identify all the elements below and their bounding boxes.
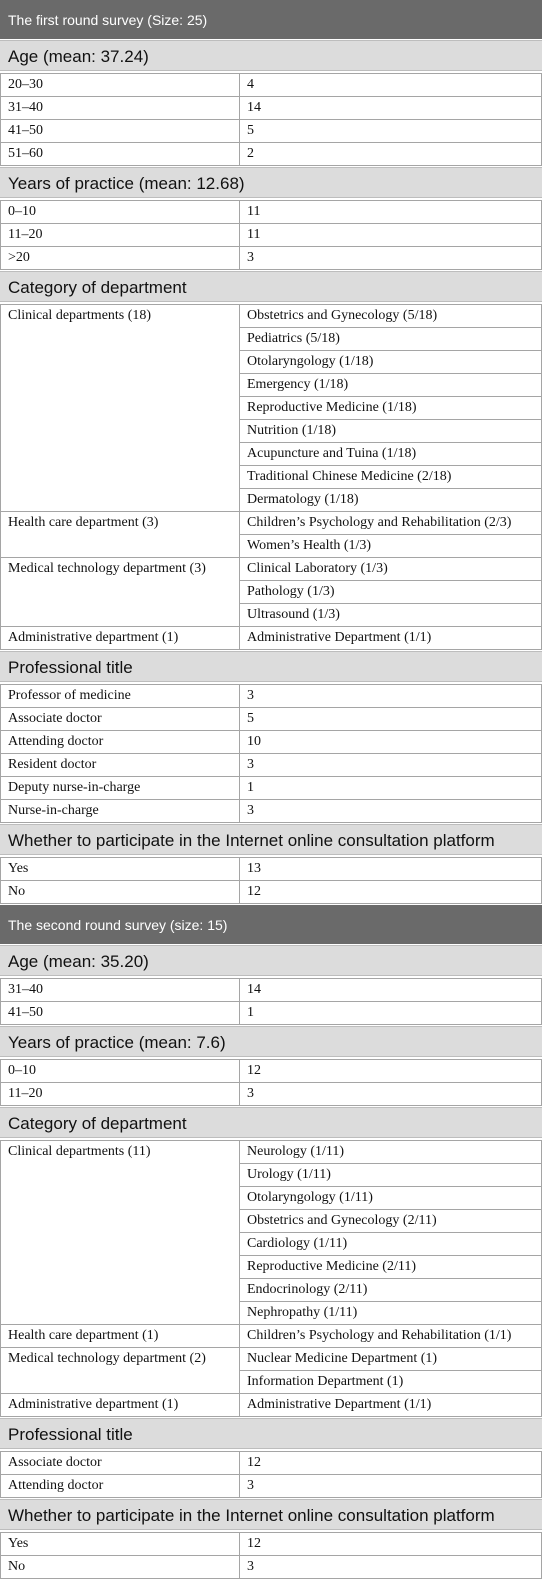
row-value: 5: [239, 707, 542, 731]
group-item: Urology (1/11): [239, 1163, 542, 1187]
row-label: >20: [0, 246, 240, 270]
section-header: Whether to participate in the Internet online consultation platform: [0, 824, 542, 855]
section-header: Years of practice (mean: 7.6): [0, 1026, 542, 1057]
row-label: Associate doctor: [0, 707, 240, 731]
group-item: Clinical Laboratory (1/3): [239, 557, 542, 581]
row-label: 31–40: [0, 96, 240, 120]
group-item: Obstetrics and Gynecology (5/18): [239, 304, 542, 328]
group-item: Pathology (1/3): [239, 580, 542, 604]
group-item: Traditional Chinese Medicine (2/18): [239, 465, 542, 489]
group-item: Reproductive Medicine (1/18): [239, 396, 542, 420]
row-value: 5: [239, 119, 542, 143]
row-label: 20–30: [0, 73, 240, 97]
group-item: Nutrition (1/18): [239, 419, 542, 443]
row-value: 14: [239, 96, 542, 120]
row-label: No: [0, 1555, 240, 1579]
group-item: Obstetrics and Gynecology (2/11): [239, 1209, 542, 1233]
row-value: 11: [239, 200, 542, 224]
row-value: 3: [239, 1082, 542, 1106]
round-header: The second round survey (size: 15): [0, 905, 542, 945]
group-item: Otolaryngology (1/11): [239, 1186, 542, 1210]
section-header: Age (mean: 37.24): [0, 40, 542, 71]
row-value: 12: [239, 1451, 542, 1475]
row-value: 12: [239, 1532, 542, 1556]
row-value: 4: [239, 73, 542, 97]
group-item: Nephropathy (1/11): [239, 1301, 542, 1325]
row-value: 14: [239, 978, 542, 1002]
group-item: Acupuncture and Tuina (1/18): [239, 442, 542, 466]
row-label: 11–20: [0, 223, 240, 247]
group-label: Administrative department (1): [0, 626, 240, 650]
section-header: Category of department: [0, 271, 542, 302]
group-label: Medical technology department (2): [0, 1347, 240, 1394]
row-value: 3: [239, 799, 542, 823]
row-value: 12: [239, 1059, 542, 1083]
section-header: Professional title: [0, 651, 542, 682]
group-label: Administrative department (1): [0, 1393, 240, 1417]
row-label: Nurse-in-charge: [0, 799, 240, 823]
row-label: 0–10: [0, 1059, 240, 1083]
group-item: Cardiology (1/11): [239, 1232, 542, 1256]
row-label: Yes: [0, 1532, 240, 1556]
row-label: Associate doctor: [0, 1451, 240, 1475]
group-label: Clinical departments (11): [0, 1140, 240, 1325]
group-item: Ultrasound (1/3): [239, 603, 542, 627]
row-value: 3: [239, 753, 542, 777]
row-value: 1: [239, 1001, 542, 1025]
group-item: Otolaryngology (1/18): [239, 350, 542, 374]
group-item: Pediatrics (5/18): [239, 327, 542, 351]
section-header: Years of practice (mean: 12.68): [0, 167, 542, 198]
row-label: Resident doctor: [0, 753, 240, 777]
row-label: Professor of medicine: [0, 684, 240, 708]
group-item: Administrative Department (1/1): [239, 626, 542, 650]
group-label: Health care department (3): [0, 511, 240, 558]
group-item: Children’s Psychology and Rehabilitation (1/1): [239, 1324, 542, 1348]
row-value: 3: [239, 684, 542, 708]
group-item: Reproductive Medicine (2/11): [239, 1255, 542, 1279]
section-header: Category of department: [0, 1107, 542, 1138]
row-value: 3: [239, 1555, 542, 1579]
group-item: Information Department (1): [239, 1370, 542, 1394]
row-value: 12: [239, 880, 542, 904]
group-label: Medical technology department (3): [0, 557, 240, 627]
row-label: 41–50: [0, 1001, 240, 1025]
group-item: Emergency (1/18): [239, 373, 542, 397]
group-item: Children’s Psychology and Rehabilitation (2/3): [239, 511, 542, 535]
row-label: Attending doctor: [0, 730, 240, 754]
row-label: 31–40: [0, 978, 240, 1002]
group-item: Neurology (1/11): [239, 1140, 542, 1164]
row-label: No: [0, 880, 240, 904]
row-value: 3: [239, 246, 542, 270]
round-header: The first round survey (Size: 25): [0, 0, 542, 40]
section-header: Age (mean: 35.20): [0, 945, 542, 976]
row-value: 1: [239, 776, 542, 800]
group-item: Nuclear Medicine Department (1): [239, 1347, 542, 1371]
row-label: Deputy nurse-in-charge: [0, 776, 240, 800]
group-item: Women’s Health (1/3): [239, 534, 542, 558]
row-label: 41–50: [0, 119, 240, 143]
row-value: 13: [239, 857, 542, 881]
group-label: Clinical departments (18): [0, 304, 240, 512]
row-label: 0–10: [0, 200, 240, 224]
row-value: 11: [239, 223, 542, 247]
row-value: 10: [239, 730, 542, 754]
section-header: Whether to participate in the Internet online consultation platform: [0, 1499, 542, 1530]
group-label: Health care department (1): [0, 1324, 240, 1348]
row-value: 3: [239, 1474, 542, 1498]
group-item: Administrative Department (1/1): [239, 1393, 542, 1417]
group-item: Dermatology (1/18): [239, 488, 542, 512]
row-label: 51–60: [0, 142, 240, 166]
group-item: Endocrinology (2/11): [239, 1278, 542, 1302]
row-label: Yes: [0, 857, 240, 881]
row-value: 2: [239, 142, 542, 166]
section-header: Professional title: [0, 1418, 542, 1449]
row-label: 11–20: [0, 1082, 240, 1106]
row-label: Attending doctor: [0, 1474, 240, 1498]
